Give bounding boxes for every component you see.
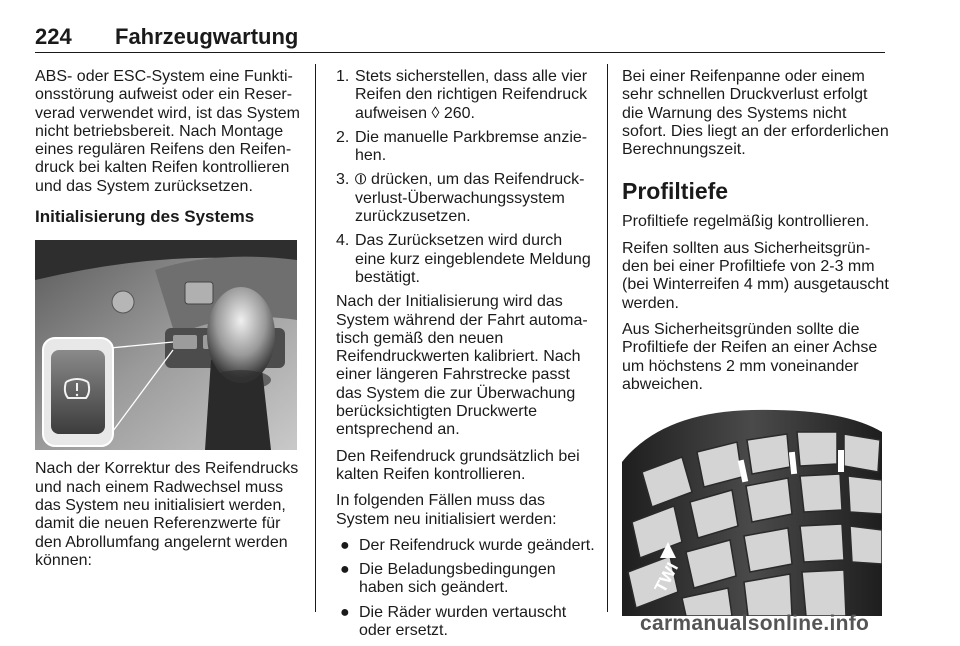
paragraph: Aus Sicherheitsgründen sollte die Profiltiefe der Reifen an einer Achse um höchstens 2 mm voneinander abweichen. <box>622 320 878 393</box>
paragraph: In folgenden Fällen muss das System neu initialisiert werden: <box>336 492 557 528</box>
list-item: ● Die Beladungsbedingungen haben sich geändert. <box>340 561 556 597</box>
list-item: 3. ⦶ drücken, um das Reifendruckverlust-Überwachungssystem zurückzusetzen. <box>336 171 585 226</box>
paragraph: ABS- oder ESC-System eine Funktionsstörung aufweist oder ein Reserverad verwendet wird, ist das System nicht betriebsbereit. Nach Montage eines regulären Reifens den Reifendruck bei kalten Reifen kontrollieren und das System zurücksetzen. <box>35 68 300 195</box>
column-divider <box>607 64 608 612</box>
column-left <box>35 68 301 578</box>
figure-dashboard-photo <box>35 240 297 450</box>
chapter-title: Fahrzeugwartung <box>115 24 299 49</box>
column-right <box>622 68 890 616</box>
paragraph: Bei einer Reifenpanne oder einem sehr schnellen Druckverlust erfolgt die Warnung des Systems nicht sofort. Dies liegt an der erforderlichen Berechnungszeit. <box>622 68 889 159</box>
figure-tire-tread-photo <box>622 402 882 616</box>
column-divider <box>315 64 316 612</box>
page-number: 224 <box>35 24 72 49</box>
list-item: ● Der Reifendruck wurde geändert. <box>340 536 595 554</box>
list-item: 2. Die manuelle Parkbremse anziehen. <box>336 128 588 165</box>
numbered-list <box>336 68 596 287</box>
bullet-list <box>336 537 596 640</box>
list-item: 1. Stets sicherstellen, dass alle vier Reifen den richtigen Reifendruck aufweisen ◊ 260. <box>336 68 588 122</box>
paragraph: Nach der Initialisierung wird das System während der Fahrt automatisch gemäß den neuen Reifendruckwerten kalibriert. Nach einer längeren Fahrstrecke passt das System die zur Überwachung berücksichtigten Druckwerte entsprechend an. <box>336 293 588 439</box>
paragraph: Profiltiefe regelmäßig kontrollieren. <box>622 213 870 231</box>
paragraph: Nach der Korrektur des Reifendrucks und nach einem Radwechsel muss das System neu initialisiert werden, damit die neuen Referenzwerte für den Abrollumfang angelernt werden können: <box>35 460 299 569</box>
watermark: carmanualsonline.info <box>640 612 870 635</box>
paragraph: Reifen sollten aus Sicherheitsgründen bei einer Profiltiefe von 2-3 mm (bei Winterreifen 4 mm) ausgetauscht werden. <box>622 239 889 312</box>
section-heading: Profiltiefe <box>622 178 729 205</box>
tire-label: TWI <box>650 559 683 597</box>
list-item: ● Die Räder wurden vertauscht oder ersetzt. <box>340 603 567 640</box>
column-middle <box>336 68 596 646</box>
section-heading: Initialisierung des Systems <box>35 207 255 227</box>
list-item: 4. Das Zurücksetzen wird durch eine kurz eingeblendete Meldung bestätigt. <box>336 232 591 286</box>
paragraph: Den Reifendruck grundsätzlich bei kalten Reifen kontrollieren. <box>336 447 580 483</box>
page-header <box>35 18 885 53</box>
